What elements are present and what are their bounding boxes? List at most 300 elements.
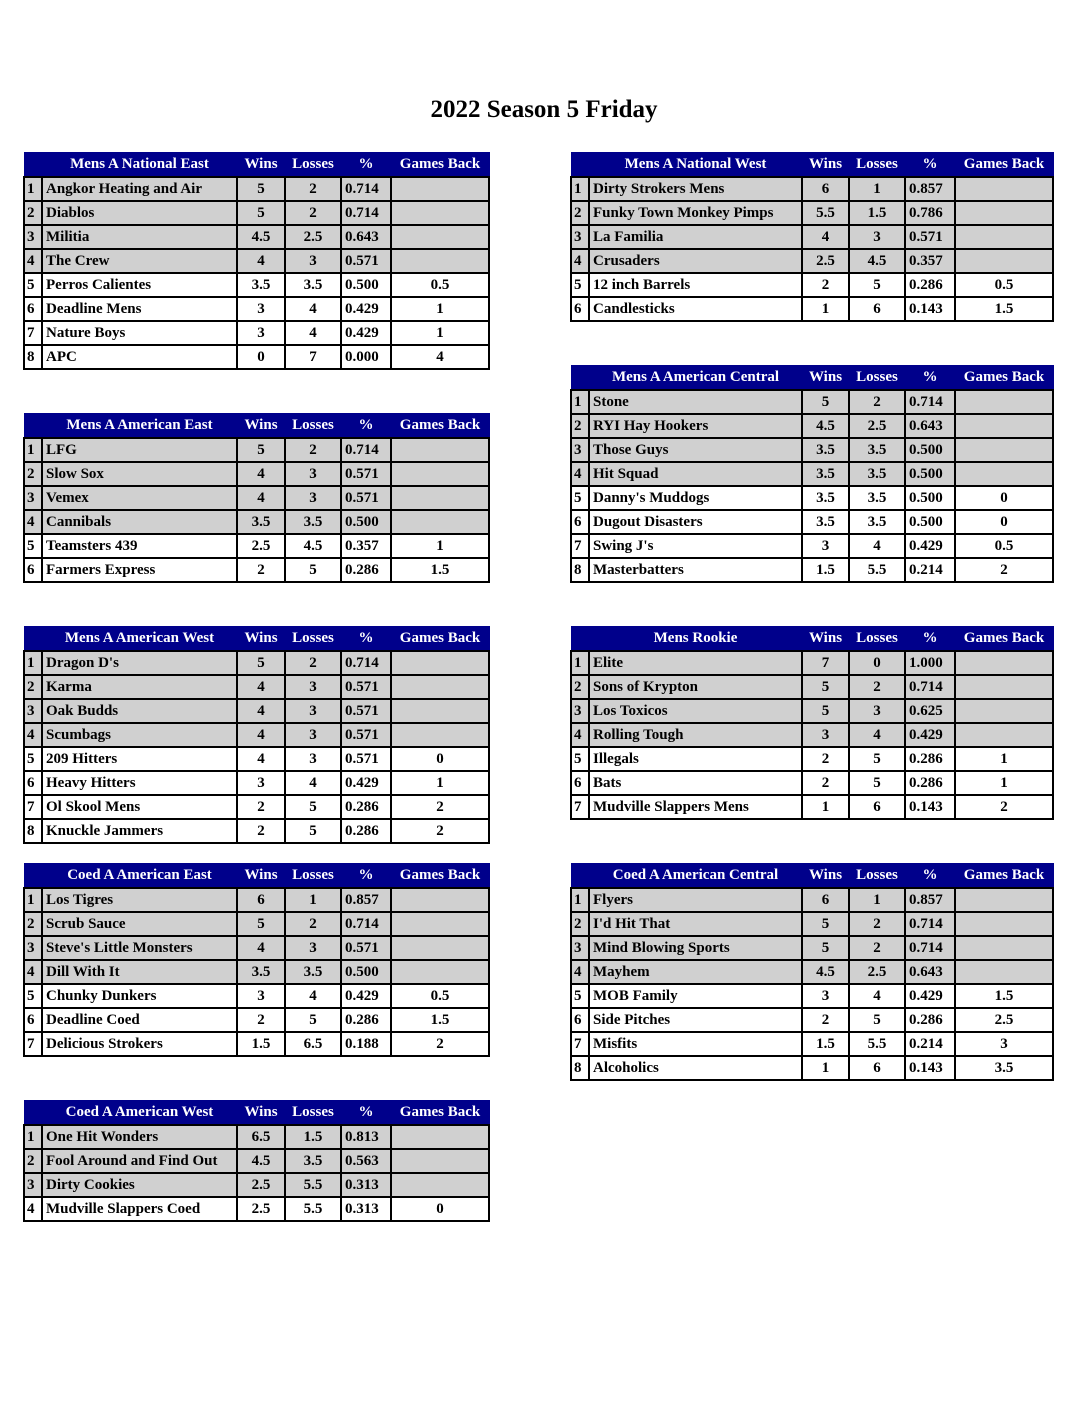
team-name: Vemex xyxy=(42,486,237,510)
rank-cell: 3 xyxy=(571,438,589,462)
losses-cell: 2 xyxy=(849,390,905,414)
losses-cell: 2 xyxy=(285,438,341,462)
games-back-cell: 1 xyxy=(391,321,489,345)
wins-header: Wins xyxy=(802,153,849,178)
losses-cell: 2.5 xyxy=(849,414,905,438)
team-name: Sons of Krypton xyxy=(589,675,802,699)
pct-cell: 0.643 xyxy=(341,225,391,249)
games-back-cell: 0.5 xyxy=(955,273,1053,297)
games-back-cell xyxy=(391,201,489,225)
losses-cell: 3.5 xyxy=(285,273,341,297)
games-back-header: Games Back xyxy=(955,627,1053,652)
wins-cell: 2 xyxy=(802,771,849,795)
wins-cell: 1.5 xyxy=(802,1032,849,1056)
games-back-cell xyxy=(955,249,1053,273)
games-back-cell xyxy=(955,699,1053,723)
pct-cell: 0.857 xyxy=(905,177,955,201)
games-back-cell xyxy=(955,390,1053,414)
table-row xyxy=(24,1125,489,1149)
games-back-cell: 2 xyxy=(391,795,489,819)
games-back-cell xyxy=(391,675,489,699)
team-name: Danny's Muddogs xyxy=(589,486,802,510)
losses-cell: 6 xyxy=(849,1056,905,1080)
team-name: Farmers Express xyxy=(42,558,237,582)
wins-cell: 4 xyxy=(802,225,849,249)
wins-cell: 4 xyxy=(237,249,285,273)
games-back-cell xyxy=(391,177,489,201)
wins-cell: 1.5 xyxy=(802,558,849,582)
losses-cell: 6 xyxy=(849,297,905,321)
rank-cell: 5 xyxy=(24,984,42,1008)
wins-cell: 3.5 xyxy=(237,960,285,984)
wins-cell: 6 xyxy=(802,177,849,201)
pct-cell: 0.357 xyxy=(905,249,955,273)
pct-cell: 0.714 xyxy=(905,912,955,936)
losses-cell: 2 xyxy=(285,651,341,675)
rank-header xyxy=(24,864,42,889)
team-name: Ol Skool Mens xyxy=(42,795,237,819)
pct-cell: 0.286 xyxy=(341,1008,391,1032)
rank-cell: 2 xyxy=(24,201,42,225)
standings-table-coed-a-american-central xyxy=(570,863,1054,1081)
losses-header: Losses xyxy=(849,627,905,652)
rank-header xyxy=(24,153,42,178)
games-back-cell: 2 xyxy=(955,558,1053,582)
pct-header: % xyxy=(341,153,391,178)
games-back-cell xyxy=(955,462,1053,486)
rank-cell: 2 xyxy=(571,912,589,936)
wins-cell: 3 xyxy=(802,984,849,1008)
division-name: Coed A American West xyxy=(42,1101,237,1126)
table-row xyxy=(571,297,1053,321)
games-back-cell: 0 xyxy=(391,1197,489,1221)
games-back-cell xyxy=(955,960,1053,984)
pct-cell: 0.313 xyxy=(341,1197,391,1221)
games-back-cell xyxy=(391,438,489,462)
table-row xyxy=(571,177,1053,201)
team-name: Funky Town Monkey Pimps xyxy=(589,201,802,225)
games-back-cell xyxy=(391,249,489,273)
team-name: MOB Family xyxy=(589,984,802,1008)
games-back-cell xyxy=(955,201,1053,225)
header-row xyxy=(571,627,1053,652)
losses-cell: 5 xyxy=(849,1008,905,1032)
pct-cell: 0.571 xyxy=(341,699,391,723)
pct-cell: 0.786 xyxy=(905,201,955,225)
division-name: Mens A National West xyxy=(589,153,802,178)
rank-cell: 2 xyxy=(571,414,589,438)
pct-cell: 0.143 xyxy=(905,297,955,321)
pct-cell: 0.571 xyxy=(341,675,391,699)
losses-cell: 0 xyxy=(849,651,905,675)
wins-cell: 2 xyxy=(237,558,285,582)
pct-cell: 0.643 xyxy=(905,414,955,438)
losses-cell: 2.5 xyxy=(849,960,905,984)
header-row xyxy=(571,153,1053,178)
pct-cell: 0.857 xyxy=(905,888,955,912)
team-name: Slow Sox xyxy=(42,462,237,486)
games-back-cell: 1.5 xyxy=(955,984,1053,1008)
team-name: Mayhem xyxy=(589,960,802,984)
wins-cell: 2 xyxy=(237,819,285,843)
team-name: Knuckle Jammers xyxy=(42,819,237,843)
pct-cell: 0.286 xyxy=(341,819,391,843)
team-name: RYI Hay Hookers xyxy=(589,414,802,438)
losses-header: Losses xyxy=(285,153,341,178)
rank-cell: 8 xyxy=(24,345,42,369)
team-name: Dill With It xyxy=(42,960,237,984)
wins-cell: 5 xyxy=(237,651,285,675)
games-back-cell: 0 xyxy=(955,486,1053,510)
pct-cell: 0.714 xyxy=(905,390,955,414)
wins-cell: 3 xyxy=(237,321,285,345)
losses-header: Losses xyxy=(849,864,905,889)
losses-cell: 2 xyxy=(285,912,341,936)
rank-cell: 6 xyxy=(24,1008,42,1032)
rank-cell: 7 xyxy=(24,1032,42,1056)
team-name: Bats xyxy=(589,771,802,795)
table-row xyxy=(24,345,489,369)
losses-header: Losses xyxy=(849,153,905,178)
wins-cell: 0 xyxy=(237,345,285,369)
header-row xyxy=(24,627,489,652)
rank-header xyxy=(571,366,589,391)
standings-table-mens-a-national-east xyxy=(23,152,490,370)
division-name: Mens A American West xyxy=(42,627,237,652)
pct-cell: 0.714 xyxy=(341,912,391,936)
pct-cell: 0.286 xyxy=(905,1008,955,1032)
losses-cell: 3 xyxy=(285,462,341,486)
table-row xyxy=(24,249,489,273)
wins-cell: 2.5 xyxy=(237,534,285,558)
team-name: One Hit Wonders xyxy=(42,1125,237,1149)
table-row xyxy=(571,699,1053,723)
rank-cell: 7 xyxy=(571,534,589,558)
wins-cell: 2.5 xyxy=(802,249,849,273)
team-name: Crusaders xyxy=(589,249,802,273)
rank-cell: 4 xyxy=(24,723,42,747)
losses-cell: 1 xyxy=(849,888,905,912)
wins-cell: 4 xyxy=(237,747,285,771)
losses-cell: 3 xyxy=(285,723,341,747)
wins-header: Wins xyxy=(237,1101,285,1126)
games-back-header: Games Back xyxy=(955,153,1053,178)
rank-cell: 4 xyxy=(571,723,589,747)
wins-cell: 4 xyxy=(237,723,285,747)
wins-cell: 6 xyxy=(237,888,285,912)
rank-cell: 4 xyxy=(571,462,589,486)
table-row xyxy=(24,699,489,723)
table-row xyxy=(571,225,1053,249)
rank-cell: 2 xyxy=(24,462,42,486)
wins-cell: 2.5 xyxy=(237,1197,285,1221)
rank-cell: 1 xyxy=(571,888,589,912)
games-back-cell xyxy=(955,414,1053,438)
losses-cell: 5.5 xyxy=(285,1173,341,1197)
rank-header xyxy=(24,414,42,439)
rank-cell: 1 xyxy=(24,438,42,462)
games-back-cell xyxy=(391,960,489,984)
losses-cell: 1.5 xyxy=(849,201,905,225)
games-back-cell: 0.5 xyxy=(391,984,489,1008)
team-name: APC xyxy=(42,345,237,369)
wins-cell: 5 xyxy=(802,936,849,960)
standings-table-mens-a-american-central xyxy=(570,365,1054,583)
rank-cell: 3 xyxy=(571,225,589,249)
header-row xyxy=(24,1101,489,1126)
team-name: Hit Squad xyxy=(589,462,802,486)
standings-table-mens-a-american-east xyxy=(23,413,490,583)
table-row xyxy=(24,795,489,819)
wins-cell: 5 xyxy=(802,675,849,699)
table-row xyxy=(24,201,489,225)
losses-header: Losses xyxy=(285,627,341,652)
wins-cell: 3.5 xyxy=(237,273,285,297)
team-name: Mudville Slappers Coed xyxy=(42,1197,237,1221)
games-back-cell xyxy=(391,1125,489,1149)
wins-cell: 5 xyxy=(237,201,285,225)
table-row xyxy=(24,936,489,960)
table-row xyxy=(24,462,489,486)
games-back-cell xyxy=(391,462,489,486)
wins-cell: 3 xyxy=(802,534,849,558)
table-row xyxy=(24,1197,489,1221)
rank-cell: 1 xyxy=(24,1125,42,1149)
pct-cell: 0.500 xyxy=(341,960,391,984)
games-back-cell xyxy=(391,699,489,723)
team-name: Illegals xyxy=(589,747,802,771)
games-back-cell xyxy=(391,486,489,510)
pct-cell: 0.500 xyxy=(905,486,955,510)
rank-cell: 4 xyxy=(24,249,42,273)
pct-cell: 0.286 xyxy=(341,795,391,819)
pct-cell: 0.214 xyxy=(905,558,955,582)
pct-cell: 0.571 xyxy=(905,225,955,249)
pct-cell: 0.714 xyxy=(341,651,391,675)
rank-cell: 2 xyxy=(24,1149,42,1173)
rank-cell: 1 xyxy=(24,888,42,912)
games-back-cell xyxy=(955,912,1053,936)
pct-cell: 0.429 xyxy=(341,984,391,1008)
losses-cell: 5 xyxy=(849,273,905,297)
wins-cell: 4 xyxy=(237,699,285,723)
pct-cell: 0.500 xyxy=(905,462,955,486)
wins-cell: 4.5 xyxy=(237,225,285,249)
games-back-cell xyxy=(391,888,489,912)
wins-cell: 3 xyxy=(802,723,849,747)
table-row xyxy=(24,1008,489,1032)
pct-cell: 0.429 xyxy=(905,723,955,747)
wins-header: Wins xyxy=(802,627,849,652)
games-back-cell: 2 xyxy=(955,795,1053,819)
wins-cell: 5 xyxy=(802,912,849,936)
table-row xyxy=(24,534,489,558)
rank-cell: 2 xyxy=(571,675,589,699)
header-row xyxy=(24,864,489,889)
pct-cell: 0.214 xyxy=(905,1032,955,1056)
team-name: Chunky Dunkers xyxy=(42,984,237,1008)
team-name: Dirty Cookies xyxy=(42,1173,237,1197)
losses-cell: 1.5 xyxy=(285,1125,341,1149)
team-name: LFG xyxy=(42,438,237,462)
table-row xyxy=(24,960,489,984)
losses-cell: 4 xyxy=(285,771,341,795)
losses-cell: 5 xyxy=(285,558,341,582)
games-back-cell: 0 xyxy=(391,747,489,771)
losses-cell: 3.5 xyxy=(849,510,905,534)
losses-cell: 5.5 xyxy=(849,558,905,582)
games-back-cell: 1.5 xyxy=(955,297,1053,321)
wins-cell: 2 xyxy=(237,795,285,819)
table-row xyxy=(571,747,1053,771)
losses-cell: 3.5 xyxy=(849,462,905,486)
losses-cell: 3.5 xyxy=(285,1149,341,1173)
pct-header: % xyxy=(341,414,391,439)
pct-cell: 0.429 xyxy=(905,534,955,558)
team-name: La Familia xyxy=(589,225,802,249)
table-row xyxy=(24,297,489,321)
rank-cell: 5 xyxy=(571,486,589,510)
pct-header: % xyxy=(905,864,955,889)
losses-cell: 3 xyxy=(285,249,341,273)
rank-cell: 4 xyxy=(571,960,589,984)
losses-cell: 5 xyxy=(285,795,341,819)
wins-header: Wins xyxy=(237,864,285,889)
table-row xyxy=(24,651,489,675)
table-row xyxy=(571,486,1053,510)
table-row xyxy=(571,414,1053,438)
team-name: Fool Around and Find Out xyxy=(42,1149,237,1173)
wins-cell: 2.5 xyxy=(237,1173,285,1197)
pct-cell: 0.813 xyxy=(341,1125,391,1149)
team-name: Diablos xyxy=(42,201,237,225)
header-row xyxy=(571,366,1053,391)
losses-header: Losses xyxy=(285,414,341,439)
wins-cell: 4.5 xyxy=(237,1149,285,1173)
table-row xyxy=(24,1173,489,1197)
team-name: Mudville Slappers Mens xyxy=(589,795,802,819)
losses-cell: 2.5 xyxy=(285,225,341,249)
rank-cell: 3 xyxy=(571,936,589,960)
wins-header: Wins xyxy=(237,414,285,439)
team-name: Teamsters 439 xyxy=(42,534,237,558)
losses-cell: 4 xyxy=(849,723,905,747)
wins-cell: 3.5 xyxy=(802,462,849,486)
pct-cell: 0.571 xyxy=(341,249,391,273)
losses-cell: 2 xyxy=(849,912,905,936)
table-row xyxy=(571,534,1053,558)
rank-cell: 6 xyxy=(571,297,589,321)
rank-cell: 4 xyxy=(571,249,589,273)
team-name: 209 Hitters xyxy=(42,747,237,771)
pct-cell: 0.714 xyxy=(905,675,955,699)
table-row xyxy=(571,1056,1053,1080)
games-back-cell: 0 xyxy=(955,510,1053,534)
table-row xyxy=(571,960,1053,984)
team-name: Karma xyxy=(42,675,237,699)
table-row xyxy=(571,888,1053,912)
pct-cell: 0.714 xyxy=(341,177,391,201)
team-name: Oak Budds xyxy=(42,699,237,723)
games-back-cell: 1.5 xyxy=(391,1008,489,1032)
wins-cell: 3 xyxy=(237,984,285,1008)
table-row xyxy=(24,888,489,912)
wins-cell: 4.5 xyxy=(802,960,849,984)
games-back-cell xyxy=(955,888,1053,912)
losses-cell: 4 xyxy=(285,321,341,345)
pct-cell: 0.714 xyxy=(341,438,391,462)
losses-cell: 3 xyxy=(849,225,905,249)
games-back-header: Games Back xyxy=(955,366,1053,391)
wins-cell: 3 xyxy=(237,771,285,795)
team-name: Alcoholics xyxy=(589,1056,802,1080)
header-row xyxy=(24,414,489,439)
table-row xyxy=(571,1032,1053,1056)
team-name: Los Toxicos xyxy=(589,699,802,723)
standings-table-mens-a-national-west xyxy=(570,152,1054,322)
wins-cell: 3.5 xyxy=(802,486,849,510)
games-back-cell xyxy=(391,912,489,936)
losses-cell: 3 xyxy=(849,699,905,723)
table-row xyxy=(24,225,489,249)
games-back-cell xyxy=(391,225,489,249)
wins-cell: 5 xyxy=(237,438,285,462)
pct-header: % xyxy=(341,864,391,889)
table-row xyxy=(24,771,489,795)
team-name: Side Pitches xyxy=(589,1008,802,1032)
rank-cell: 1 xyxy=(24,651,42,675)
pct-cell: 0.286 xyxy=(905,747,955,771)
rank-header xyxy=(571,864,589,889)
table-row xyxy=(571,795,1053,819)
wins-cell: 7 xyxy=(802,651,849,675)
losses-cell: 2 xyxy=(849,936,905,960)
team-name: Perros Calientes xyxy=(42,273,237,297)
team-name: Dugout Disasters xyxy=(589,510,802,534)
pct-cell: 0.500 xyxy=(341,510,391,534)
wins-header: Wins xyxy=(802,864,849,889)
rank-cell: 4 xyxy=(24,1197,42,1221)
wins-cell: 2 xyxy=(237,1008,285,1032)
pct-cell: 0.000 xyxy=(341,345,391,369)
rank-cell: 8 xyxy=(571,558,589,582)
wins-cell: 1 xyxy=(802,795,849,819)
losses-cell: 4.5 xyxy=(849,249,905,273)
games-back-cell xyxy=(955,438,1053,462)
losses-cell: 2 xyxy=(849,675,905,699)
pct-header: % xyxy=(905,153,955,178)
rank-header xyxy=(24,1101,42,1126)
games-back-cell: 0.5 xyxy=(391,273,489,297)
rank-cell: 3 xyxy=(24,225,42,249)
wins-cell: 5 xyxy=(802,390,849,414)
losses-cell: 3 xyxy=(285,699,341,723)
losses-header: Losses xyxy=(849,366,905,391)
team-name: 12 inch Barrels xyxy=(589,273,802,297)
games-back-cell xyxy=(955,225,1053,249)
table-row xyxy=(24,177,489,201)
table-row xyxy=(571,249,1053,273)
games-back-cell xyxy=(955,723,1053,747)
rank-cell: 1 xyxy=(571,390,589,414)
losses-cell: 3.5 xyxy=(849,486,905,510)
division-name: Mens A National East xyxy=(42,153,237,178)
games-back-cell: 3 xyxy=(955,1032,1053,1056)
wins-cell: 1 xyxy=(802,297,849,321)
pct-cell: 0.286 xyxy=(905,771,955,795)
losses-cell: 4 xyxy=(849,534,905,558)
team-name: Mind Blowing Sports xyxy=(589,936,802,960)
